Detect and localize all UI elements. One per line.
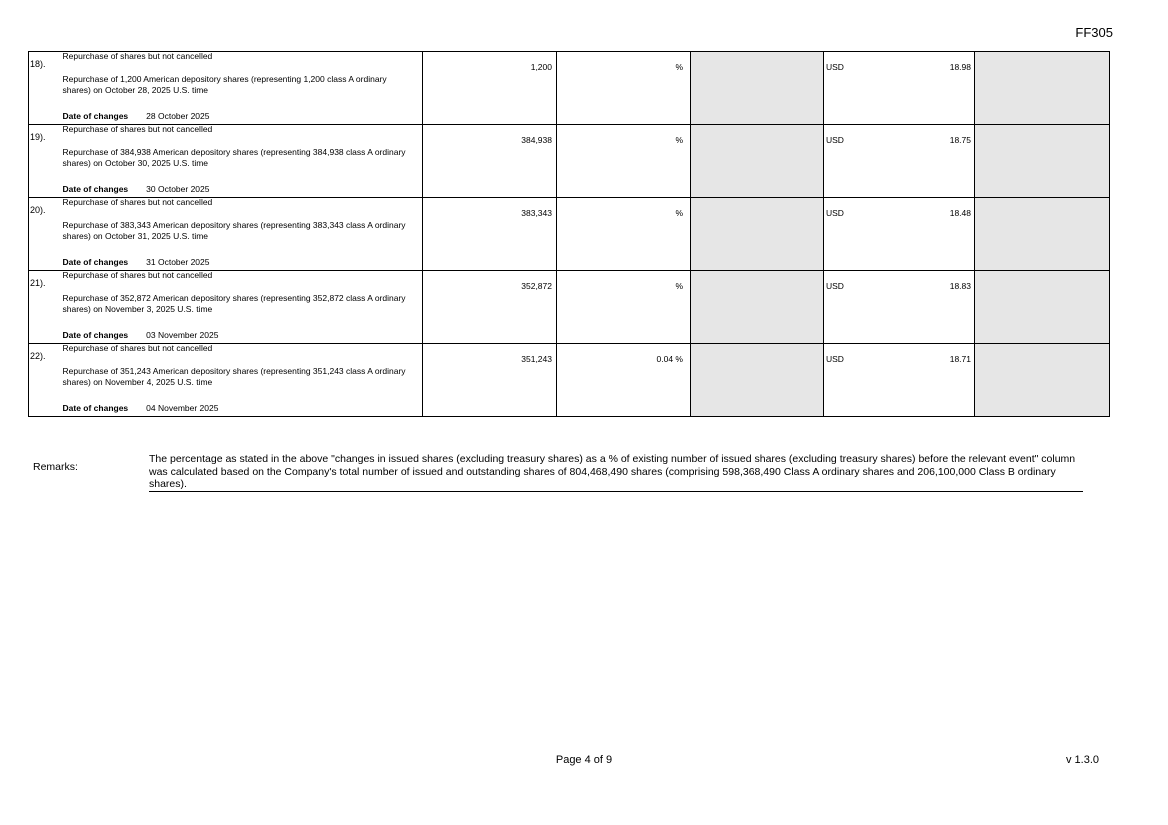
shaded-cell: [975, 125, 1110, 198]
form-version: v 1.3.0: [1065, 754, 1099, 766]
percent-value: 0.04 %: [656, 354, 683, 364]
share-changes-table: [28, 51, 1110, 417]
date-of-changes: [63, 184, 210, 194]
shares-value: 384,938: [521, 135, 552, 145]
shares-cell: [423, 125, 557, 198]
date-label: Date of changes: [62, 330, 129, 340]
change-detail: Repurchase of 383,343 American depository shares (representing 383,343 class A ordinary shares) on October 31, 2025 U.S. time: [62, 220, 406, 241]
row-number: 18).: [30, 59, 46, 69]
description-cell: [59, 271, 423, 344]
table-row: [29, 271, 1110, 344]
remarks-label: Remarks:: [33, 461, 78, 473]
shaded-cell: [975, 198, 1110, 271]
page-number: Page 4 of 9: [555, 754, 613, 766]
change-detail: Repurchase of 352,872 American depository shares (representing 352,872 class A ordinary shares) on November 3, 2025 U.S. time: [62, 293, 406, 314]
percent-value: %: [675, 208, 683, 218]
table-row: [29, 344, 1110, 417]
description-cell: [59, 125, 423, 198]
table-row: [29, 198, 1110, 271]
shaded-cell: [975, 271, 1110, 344]
price-value: 18.98: [949, 62, 971, 72]
shaded-cell: [975, 344, 1110, 417]
change-detail: Repurchase of 1,200 American depository shares (representing 1,200 class A ordinary shares) on October 28, 2025 U.S. time: [62, 74, 387, 95]
shaded-cell: [691, 344, 824, 417]
remarks-text: The percentage as stated in the above "changes in issued shares (excluding treasury shares) as a % of existing number of issued shares (excluding treasury shares) before the relevant event" column was calculated based on the Company's total number of issued and outstanding shares of 804,468,490 shares (comprising 598,368,490 Class A ordinary shares and 206,100,000 Class B ordinary shares).: [149, 453, 1083, 492]
percent-cell: [557, 271, 691, 344]
description-cell: [59, 344, 423, 417]
shaded-cell: [691, 125, 824, 198]
currency: USD: [826, 208, 844, 218]
row-number-cell: [29, 198, 59, 271]
change-type: Repurchase of shares but not cancelled: [62, 124, 213, 134]
shares-value: 1,200: [530, 62, 552, 72]
date-label: Date of changes: [62, 403, 129, 413]
shaded-cell: [691, 271, 824, 344]
change-detail: Repurchase of 351,243 American depository shares (representing 351,243 class A ordinary shares) on November 4, 2025 U.S. time: [62, 366, 406, 387]
row-number: 19).: [30, 132, 46, 142]
currency: USD: [826, 62, 844, 72]
change-type: Repurchase of shares but not cancelled: [62, 343, 213, 353]
change-type: Repurchase of shares but not cancelled: [62, 197, 213, 207]
percent-cell: [557, 344, 691, 417]
price-value: 18.71: [949, 354, 971, 364]
shares-cell: [423, 344, 557, 417]
change-type: Repurchase of shares but not cancelled: [62, 270, 213, 280]
date-label: Date of changes: [62, 257, 129, 267]
shaded-cell: [691, 198, 824, 271]
description-cell: [59, 198, 423, 271]
table-row: [29, 52, 1110, 125]
date-value: 28 October 2025: [146, 111, 210, 121]
shares-cell: [423, 52, 557, 125]
percent-value: %: [675, 281, 683, 291]
percent-value: %: [675, 62, 683, 72]
shaded-cell: [975, 52, 1110, 125]
change-detail: Repurchase of 384,938 American depository shares (representing 384,938 class A ordinary shares) on October 30, 2025 U.S. time: [62, 147, 406, 168]
percent-value: %: [675, 135, 683, 145]
row-number-cell: [29, 52, 59, 125]
shares-cell: [423, 198, 557, 271]
row-number: 21).: [30, 278, 46, 288]
date-of-changes: [63, 403, 219, 413]
row-number: 22).: [30, 351, 46, 361]
date-label: Date of changes: [62, 184, 129, 194]
currency: USD: [826, 135, 844, 145]
currency: USD: [826, 354, 844, 364]
date-of-changes: [63, 330, 219, 340]
price-cell: [824, 344, 975, 417]
date-label: Date of changes: [62, 111, 129, 121]
shares-value: 352,872: [521, 281, 552, 291]
shaded-cell: [691, 52, 824, 125]
percent-cell: [557, 52, 691, 125]
percent-cell: [557, 198, 691, 271]
change-type: Repurchase of shares but not cancelled: [62, 51, 213, 61]
date-value: 04 November 2025: [146, 403, 219, 413]
table-row: [29, 125, 1110, 198]
price-value: 18.75: [949, 135, 971, 145]
price-cell: [824, 198, 975, 271]
row-number-cell: [29, 125, 59, 198]
price-value: 18.48: [949, 208, 971, 218]
price-cell: [824, 271, 975, 344]
shares-cell: [423, 271, 557, 344]
form-code: FF305: [1075, 25, 1113, 40]
date-value: 03 November 2025: [146, 330, 219, 340]
date-value: 31 October 2025: [146, 257, 210, 267]
price-cell: [824, 125, 975, 198]
shares-value: 383,343: [521, 208, 552, 218]
row-number-cell: [29, 344, 59, 417]
row-number: 20).: [30, 205, 46, 215]
date-value: 30 October 2025: [146, 184, 210, 194]
date-of-changes: [63, 111, 210, 121]
description-cell: [59, 52, 423, 125]
shares-value: 351,243: [521, 354, 552, 364]
date-of-changes: [63, 257, 210, 267]
percent-cell: [557, 125, 691, 198]
price-value: 18.83: [949, 281, 971, 291]
price-cell: [824, 52, 975, 125]
row-number-cell: [29, 271, 59, 344]
currency: USD: [826, 281, 844, 291]
